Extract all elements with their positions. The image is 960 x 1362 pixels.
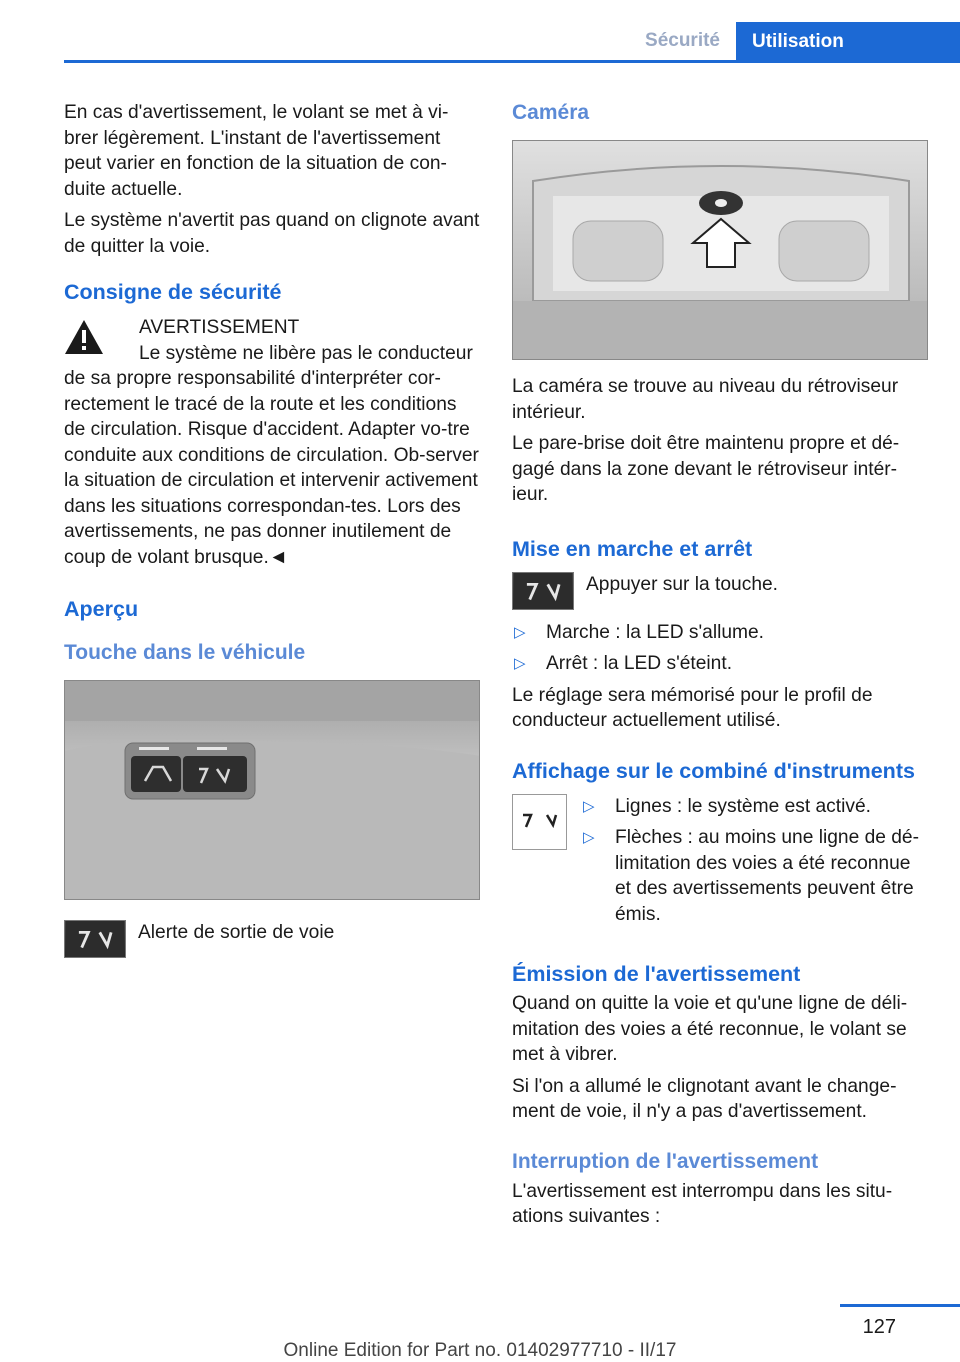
warning-triangle-icon <box>64 319 104 355</box>
lane-departure-key-icon <box>512 572 574 610</box>
emission-text-2: Si l'on a allumé le clignotant avant le change-ment de voie, il n'y a pas d'avertissement. <box>512 1075 897 1122</box>
windshield-clean-text: Le pare-brise doit être maintenu propre et dé-gagé dans la zone devant le rétroviseur intér-ieur. <box>512 433 900 505</box>
warning-title: AVERTISSEMENT <box>139 317 300 338</box>
list-item-off: ▷ Arrêt : la LED s'éteint. <box>512 651 928 677</box>
setting-saved-text: Le réglage sera mémorisé pour le profil de conducteur actuellement utilisé. <box>512 684 873 731</box>
paragraph-blinker: Le système n'avertit pas quand on clignote avant de quitter la voie. <box>64 210 480 257</box>
interruption-text: L'avertissement est interrompu dans les situ-ations suivantes : <box>512 1180 893 1227</box>
heading-safety-notice: Consigne de sécurité <box>64 280 282 304</box>
heading-on-off: Mise en marche et arrêt <box>512 536 753 561</box>
triangle-bullet-icon: ▷ <box>514 623 526 641</box>
warning-text-first-line: Le système ne libère pas le conducteur <box>139 342 473 364</box>
camera-location-text: La caméra se trouve au niveau du rétroviseur intérieur. <box>512 376 899 423</box>
footer-rule <box>840 1304 960 1307</box>
instrument-display-block <box>512 794 928 934</box>
paragraph-vibration: En cas d'avertissement, le volant se met à vi-brer légèrement. L'instant de l'avertissement peut varier en fonction de la situation de con-duite actuelle. <box>64 102 449 200</box>
list-item-on: ▷ Marche : la LED s'allume. <box>512 620 928 646</box>
list-item-arrows: ▷ Flèches : au moins une ligne de dé-limitation des voies a été reconnue et des avertissements peuvent être émis. <box>583 827 919 925</box>
button-panel-photo <box>64 680 480 900</box>
display-list <box>581 794 928 934</box>
windshield-camera-illustration <box>513 141 928 360</box>
on-off-list <box>512 620 928 677</box>
section-tab-securite: Sécurité <box>645 30 720 51</box>
warning-block <box>64 315 480 570</box>
heading-button-in-vehicle: Touche dans le véhicule <box>64 641 306 664</box>
header-rule <box>64 60 960 63</box>
lane-departure-key-icon <box>64 920 126 958</box>
lane-departure-key-label: Alerte de sortie de voie <box>138 922 335 943</box>
heading-instrument-display: Affichage sur le combiné d'instruments <box>512 758 915 783</box>
heading-warning-emission: Émission de l'avertissement <box>512 962 801 986</box>
triangle-bullet-icon: ▷ <box>583 829 595 846</box>
triangle-bullet-icon: ▷ <box>514 655 526 672</box>
heading-camera: Caméra <box>512 101 590 124</box>
footer-edition: Online Edition for Part no. 01402977710 - II/17 <box>283 1340 677 1361</box>
triangle-bullet-icon: ▷ <box>583 797 595 815</box>
right-column <box>512 100 928 1236</box>
warning-text: de sa propre responsabilité d'interpréter cor-rectement le tracé de la route et les conditions de circulation. Risque d'accident. Adapter vo-tre conduite aux conditions de circulation. Ob-server la situation de circulation et intervenir activement dans les situations correspondan-tes. Lors des avertissements, ne pas donner inutilement de coup de volant brusque.◄ <box>64 368 479 568</box>
page-number: 127 <box>862 1316 896 1338</box>
lane-lines-icon <box>512 794 567 850</box>
press-key-row <box>512 572 928 610</box>
section-tab-utilisation: Utilisation <box>736 22 960 62</box>
heading-warning-interruption: Interruption de l'avertissement <box>512 1149 819 1173</box>
camera-photo <box>512 140 928 360</box>
page-header <box>0 0 960 64</box>
lane-departure-key-row <box>64 920 480 958</box>
heading-overview: Aperçu <box>64 597 139 621</box>
left-column <box>64 100 480 966</box>
button-panel-illustration <box>65 681 480 900</box>
emission-text-1: Quand on quitte la voie et qu'une ligne de déli-mitation des voies a été reconnue, le volant se met à vibrer. <box>512 993 908 1065</box>
list-item-lines: ▷ Lignes : le système est activé. <box>581 794 928 820</box>
press-key-text: Appuyer sur la touche. <box>586 573 778 595</box>
